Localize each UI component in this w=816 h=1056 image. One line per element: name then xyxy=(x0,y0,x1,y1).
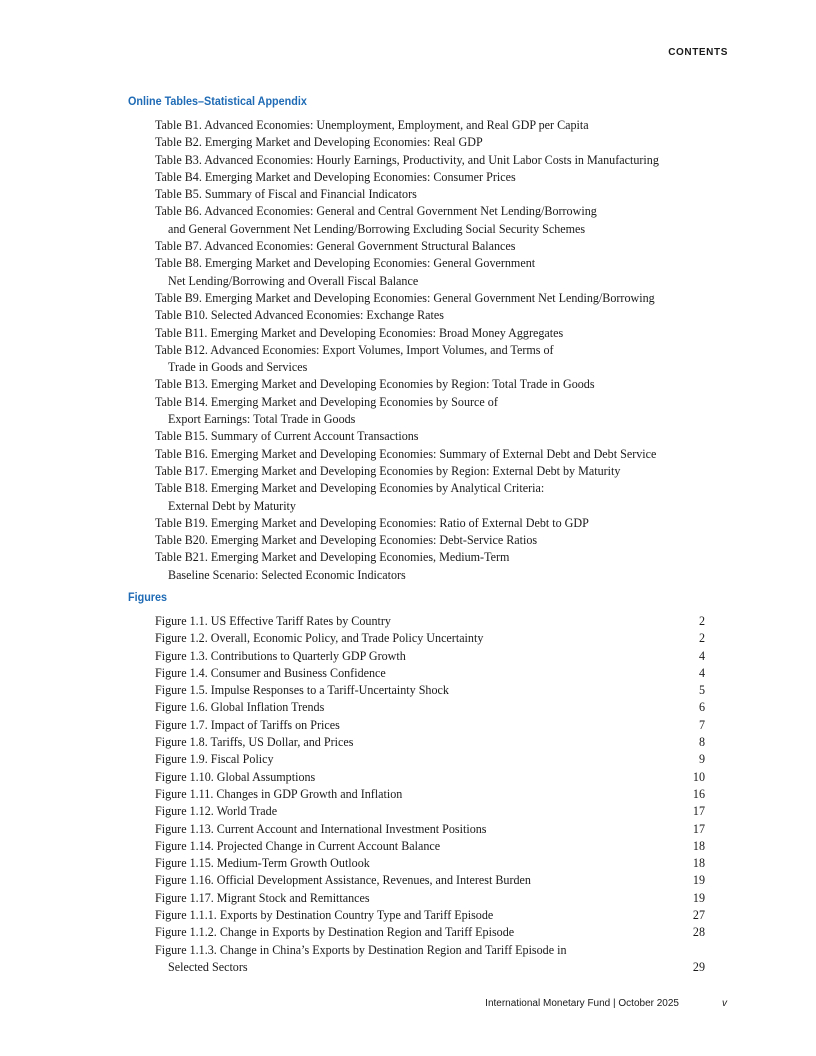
entry-title-line: Table B3. Advanced Economies: Hourly Earnings, Productivity, and Unit Labor Costs in Manufacturing xyxy=(155,152,659,167)
entry-page-number: 5 xyxy=(698,683,705,698)
entry-title-line: Table B12. Advanced Economies: Export Volumes, Import Volumes, and Terms of xyxy=(155,342,554,357)
entry-title-continuation: Net Lending/Borrowing and Overall Fiscal Balance xyxy=(168,273,419,288)
table-entry[interactable] xyxy=(155,394,705,429)
table-entry[interactable] xyxy=(155,290,705,307)
entry-page-number: 7 xyxy=(698,717,705,732)
figure-entry[interactable] xyxy=(155,890,705,907)
table-entry[interactable] xyxy=(155,532,705,549)
figure-entry[interactable] xyxy=(155,803,705,820)
figure-entry[interactable] xyxy=(155,717,705,734)
table-entry[interactable] xyxy=(155,255,705,290)
entry-page-number: 8 xyxy=(698,735,705,750)
entry-title-line: Figure 1.13. Current Account and International Investment Positions xyxy=(155,821,487,836)
entry-title xyxy=(155,838,675,855)
figure-entry[interactable] xyxy=(155,924,705,941)
table-entry[interactable] xyxy=(155,342,705,377)
entry-title-continuation: Baseline Scenario: Selected Economic Indicators xyxy=(168,567,406,582)
entry-title-line: Figure 1.7. Impact of Tariffs on Prices xyxy=(155,717,340,732)
entry-page-number: 18 xyxy=(692,838,705,853)
table-entry[interactable] xyxy=(155,203,705,238)
figure-entry[interactable] xyxy=(155,751,705,768)
entry-title-line: Figure 1.9. Fiscal Policy xyxy=(155,752,274,767)
entry-title xyxy=(155,255,705,290)
figure-entry[interactable] xyxy=(155,838,705,855)
table-entry[interactable] xyxy=(155,428,705,445)
entry-title-continuation: Selected Sectors xyxy=(168,959,248,974)
entry-title xyxy=(155,290,705,307)
entry-title xyxy=(155,613,675,630)
table-entry[interactable] xyxy=(155,549,705,584)
entry-title xyxy=(155,428,705,445)
entry-title-line: Figure 1.12. World Trade xyxy=(155,804,278,819)
entry-title-line: Table B15. Summary of Current Account Transactions xyxy=(155,429,419,444)
entry-title-continuation: External Debt by Maturity xyxy=(168,498,296,513)
entry-title-line: Table B11. Emerging Market and Developing Economies: Broad Money Aggregates xyxy=(155,325,564,340)
table-entry[interactable] xyxy=(155,307,705,324)
entry-title xyxy=(155,480,705,515)
entry-title-line: Table B21. Emerging Market and Developing Economies, Medium-Term xyxy=(155,550,510,565)
table-entry[interactable] xyxy=(155,325,705,342)
entry-page-number: 27 xyxy=(692,908,705,923)
entry-title xyxy=(155,699,675,716)
entry-page-number: 10 xyxy=(692,769,705,784)
entry-title-line: Table B6. Advanced Economies: General and Central Government Net Lending/Borrowing xyxy=(155,204,597,219)
entry-title xyxy=(155,630,675,647)
entry-title-line: Table B10. Selected Advanced Economies: Exchange Rates xyxy=(155,308,444,323)
entry-page-number: 2 xyxy=(698,614,705,628)
entry-title-continuation: and General Government Net Lending/Borrowing Excluding Social Security Schemes xyxy=(168,221,586,236)
figure-entry[interactable] xyxy=(155,821,705,838)
entry-title xyxy=(155,717,675,734)
online-tables-heading: Online Tables–Statistical Appendix xyxy=(128,94,307,108)
entry-title-line: Table B18. Emerging Market and Developing Economies by Analytical Criteria: xyxy=(155,481,545,496)
entry-title xyxy=(155,152,705,169)
table-entry[interactable] xyxy=(155,169,705,186)
entry-page-number: 17 xyxy=(692,821,705,836)
entry-page-number: 16 xyxy=(692,786,705,801)
table-entry[interactable] xyxy=(155,446,705,463)
entry-title xyxy=(155,134,705,151)
entry-title-line: Table B20. Emerging Market and Developing Economies: Debt-Service Ratios xyxy=(155,533,538,548)
figures-heading: Figures xyxy=(128,590,168,604)
figure-entry[interactable] xyxy=(155,699,705,716)
table-entry[interactable] xyxy=(155,463,705,480)
entry-title-line: Figure 1.8. Tariffs, US Dollar, and Prices xyxy=(155,735,354,750)
entry-title-line: Table B8. Emerging Market and Developing Economies: General Government xyxy=(155,256,536,271)
entry-title-line: Figure 1.11. Changes in GDP Growth and Inflation xyxy=(155,786,403,801)
entry-page-number: 19 xyxy=(692,873,705,888)
entry-title xyxy=(155,117,705,134)
entry-title-line: Table B2. Emerging Market and Developing Economies: Real GDP xyxy=(155,135,483,150)
table-entry[interactable] xyxy=(155,376,705,393)
entry-title-line: Figure 1.2. Overall, Economic Policy, and Trade Policy Uncertainty xyxy=(155,631,484,646)
figure-entry[interactable] xyxy=(155,613,705,630)
entry-title-continuation: Export Earnings: Total Trade in Goods xyxy=(168,412,356,427)
entry-page-number: 6 xyxy=(698,700,705,715)
page-footer xyxy=(0,998,816,1012)
entry-title-line: Figure 1.16. Official Development Assistance, Revenues, and Interest Burden xyxy=(155,873,531,888)
entry-page-number: 4 xyxy=(698,665,705,680)
entry-title-line: Figure 1.4. Consumer and Business Confidence xyxy=(155,665,386,680)
figure-entry[interactable] xyxy=(155,855,705,872)
entry-title xyxy=(155,446,705,463)
table-entry[interactable] xyxy=(155,515,705,532)
figure-entry[interactable] xyxy=(155,648,705,665)
figure-entry[interactable] xyxy=(155,769,705,786)
footer-page-number: v xyxy=(722,998,727,1009)
entry-title-line: Table B1. Advanced Economies: Unemployment, Employment, and Real GDP per Capita xyxy=(155,118,589,132)
entry-title xyxy=(155,872,675,889)
entry-title xyxy=(155,307,705,324)
running-head: CONTENTS xyxy=(668,47,728,58)
entry-page-number: 29 xyxy=(692,959,705,974)
table-entry[interactable] xyxy=(155,480,705,515)
table-entry[interactable] xyxy=(155,186,705,203)
footer-source: International Monetary Fund | October 2025 xyxy=(485,998,679,1009)
entry-title-line: Table B13. Emerging Market and Developing Economies by Region: Total Trade in Goods xyxy=(155,377,595,392)
entry-title xyxy=(155,890,675,907)
entry-title-line: Figure 1.1.3. Change in China’s Exports by Destination Region and Tariff Episode in xyxy=(155,942,567,957)
entry-title-line: Figure 1.1.1. Exports by Destination Country Type and Tariff Episode xyxy=(155,908,494,923)
entry-title xyxy=(155,376,705,393)
entry-title xyxy=(155,532,705,549)
entry-title xyxy=(155,907,675,924)
entry-title xyxy=(155,821,675,838)
entry-title xyxy=(155,665,675,682)
entry-title-line: Table B9. Emerging Market and Developing Economies: General Government Net Lending/Borrowing xyxy=(155,290,655,305)
entry-title xyxy=(155,769,675,786)
entry-title xyxy=(155,682,675,699)
figure-entry[interactable] xyxy=(155,942,705,977)
entry-title-line: Figure 1.14. Projected Change in Current Account Balance xyxy=(155,838,441,853)
entry-title-line: Table B16. Emerging Market and Developing Economies: Summary of External Debt and Debt Service xyxy=(155,446,657,461)
entry-title xyxy=(155,549,705,584)
entry-title xyxy=(155,203,705,238)
figure-entry[interactable] xyxy=(155,630,705,647)
figure-entry[interactable] xyxy=(155,682,705,699)
entry-page-number: 18 xyxy=(692,856,705,871)
entry-title xyxy=(155,942,675,977)
figure-entry[interactable] xyxy=(155,734,705,751)
entry-title xyxy=(155,734,675,751)
entry-title-line: Table B4. Emerging Market and Developing Economies: Consumer Prices xyxy=(155,169,516,184)
figure-entry[interactable] xyxy=(155,872,705,889)
entry-title xyxy=(155,648,675,665)
entry-title xyxy=(155,186,705,203)
entry-title-line: Figure 1.15. Medium-Term Growth Outlook xyxy=(155,856,370,871)
entry-title xyxy=(155,515,705,532)
entry-title xyxy=(155,786,675,803)
entry-title-line: Figure 1.5. Impulse Responses to a Tariff-Uncertainty Shock xyxy=(155,683,449,698)
entry-title-line: Figure 1.6. Global Inflation Trends xyxy=(155,700,325,715)
entry-page-number: 4 xyxy=(698,648,705,663)
entry-title xyxy=(155,169,705,186)
entry-title xyxy=(155,463,705,480)
entry-title-line: Figure 1.10. Global Assumptions xyxy=(155,769,316,784)
entry-title-line: Table B19. Emerging Market and Developing Economies: Ratio of External Debt to GDP xyxy=(155,515,589,530)
figure-entry[interactable] xyxy=(155,665,705,682)
entry-title xyxy=(155,855,675,872)
entry-page-number: 9 xyxy=(698,752,705,767)
entry-title-line: Table B14. Emerging Market and Developing Economies by Source of xyxy=(155,394,498,409)
entry-title-line: Figure 1.17. Migrant Stock and Remittances xyxy=(155,890,370,905)
entry-title xyxy=(155,342,705,377)
figure-entry[interactable] xyxy=(155,907,705,924)
entry-title-line: Figure 1.3. Contributions to Quarterly GDP Growth xyxy=(155,648,406,663)
entry-title-line: Table B17. Emerging Market and Developing Economies by Region: External Debt by Maturity xyxy=(155,463,621,478)
entry-page-number: 19 xyxy=(692,890,705,905)
entry-title-continuation: Trade in Goods and Services xyxy=(168,360,308,375)
entry-page-number: 28 xyxy=(692,925,705,940)
entry-title xyxy=(155,238,705,255)
entry-title-line: Figure 1.1. US Effective Tariff Rates by Country xyxy=(155,614,391,628)
table-entry[interactable] xyxy=(155,134,705,151)
entry-title xyxy=(155,751,675,768)
figures-list xyxy=(155,613,705,976)
entry-title xyxy=(155,803,675,820)
entry-title xyxy=(155,924,675,941)
entry-page-number: 2 xyxy=(698,631,705,646)
figure-entry[interactable] xyxy=(155,786,705,803)
entry-page-number: 17 xyxy=(692,804,705,819)
online-tables-list xyxy=(155,117,705,584)
table-entry[interactable] xyxy=(155,238,705,255)
entry-title-line: Table B5. Summary of Fiscal and Financial Indicators xyxy=(155,187,417,202)
entry-title-line: Figure 1.1.2. Change in Exports by Destination Region and Tariff Episode xyxy=(155,925,515,940)
entry-title xyxy=(155,325,705,342)
entry-title-line: Table B7. Advanced Economies: General Government Structural Balances xyxy=(155,239,516,254)
entry-title xyxy=(155,394,705,429)
table-entry[interactable] xyxy=(155,117,705,134)
table-entry[interactable] xyxy=(155,152,705,169)
